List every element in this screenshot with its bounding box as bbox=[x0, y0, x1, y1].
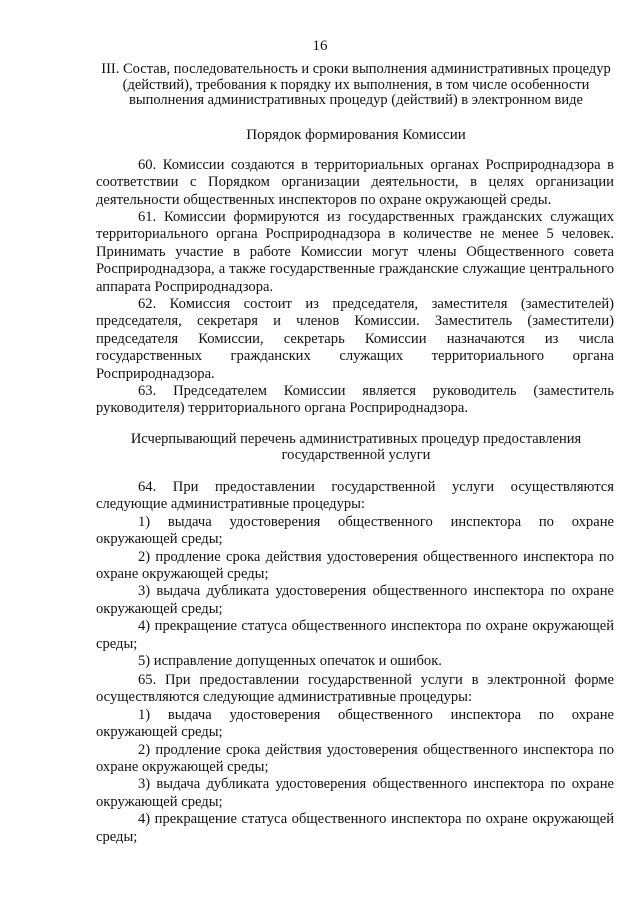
list-item: 1) выдача удостоверения общественного инспектора по охране окружающей среды; bbox=[96, 706, 614, 741]
subheading-procedures: Исчерпывающий перечень административных процедур предоставления государственной услуги bbox=[130, 431, 582, 463]
list-item: 3) выдача дубликата удостоверения общественного инспектора по охране окружающей среды; bbox=[96, 776, 614, 810]
paragraph-62: 62. Комиссия состоит из председателя, заместителя (заместителей) председателя, секретаря и членов Комиссии. Заместитель (заместители) председателя Комиссии, секретарь Комиссии назначаются из числа государственных гражданских служащих территориального органа Росприроднадзора. bbox=[96, 296, 614, 382]
paragraph-60: 60. Комиссии создаются в территориальных органах Росприроднадзора в соответствии с Порядком организации деятельности, в целях организации деятельности общественных инспекторов по охране окружающей среды. bbox=[96, 157, 614, 208]
paragraph-61: 61. Комиссии формируются из государственных гражданских служащих территориального органа Росприроднадзора в количестве не менее 5 человек. Принимать участие в работе Комиссии могут члены Общественного совета Росприроднадзора, а также государственные гражданские служащие центрального аппарата Росприроднадзора. bbox=[96, 209, 614, 295]
subheading-commission: Порядок формирования Комиссии bbox=[246, 127, 466, 143]
list-item: 3) выдача дубликата удостоверения общественного инспектора по охране окружающей среды; bbox=[96, 583, 614, 617]
list-item: 2) продление срока действия удостоверения общественного инспектора по охране окружающей среды; bbox=[96, 741, 614, 776]
paragraph-63: 63. Председателем Комиссии является руководитель (заместитель руководителя) территориального органа Росприроднадзора. bbox=[96, 383, 614, 417]
list-item: 4) прекращение статуса общественного инспектора по охране окружающей среды; bbox=[96, 811, 614, 845]
paragraph-64-intro: 64. При предоставлении государственной услуги осуществляются следующие административные процедуры: bbox=[96, 479, 614, 513]
paragraph-65 bbox=[96, 672, 614, 846]
list-item: 5) исправление допущенных опечаток и ошибок. bbox=[138, 653, 442, 670]
paragraph-65-intro: 65. При предоставлении государственной услуги в электронной форме осуществляются следующие административные процедуры: bbox=[96, 672, 614, 706]
page-number: 16 bbox=[312, 38, 328, 54]
list-item: 2) продление срока действия удостоверения общественного инспектора по охране окружающей среды; bbox=[96, 548, 614, 583]
paragraph-64 bbox=[96, 479, 614, 670]
list-item: 4) прекращение статуса общественного инспектора по охране окружающей среды; bbox=[96, 618, 614, 652]
list-item: 1) выдача удостоверения общественного инспектора по охране окружающей среды; bbox=[96, 513, 614, 548]
section-heading: III. Состав, последовательность и сроки выполнения административных процедур (действий), требования к порядку их выполнения, в том числе особенности выполнения административных процедур (действий) в электронном виде bbox=[101, 61, 611, 108]
